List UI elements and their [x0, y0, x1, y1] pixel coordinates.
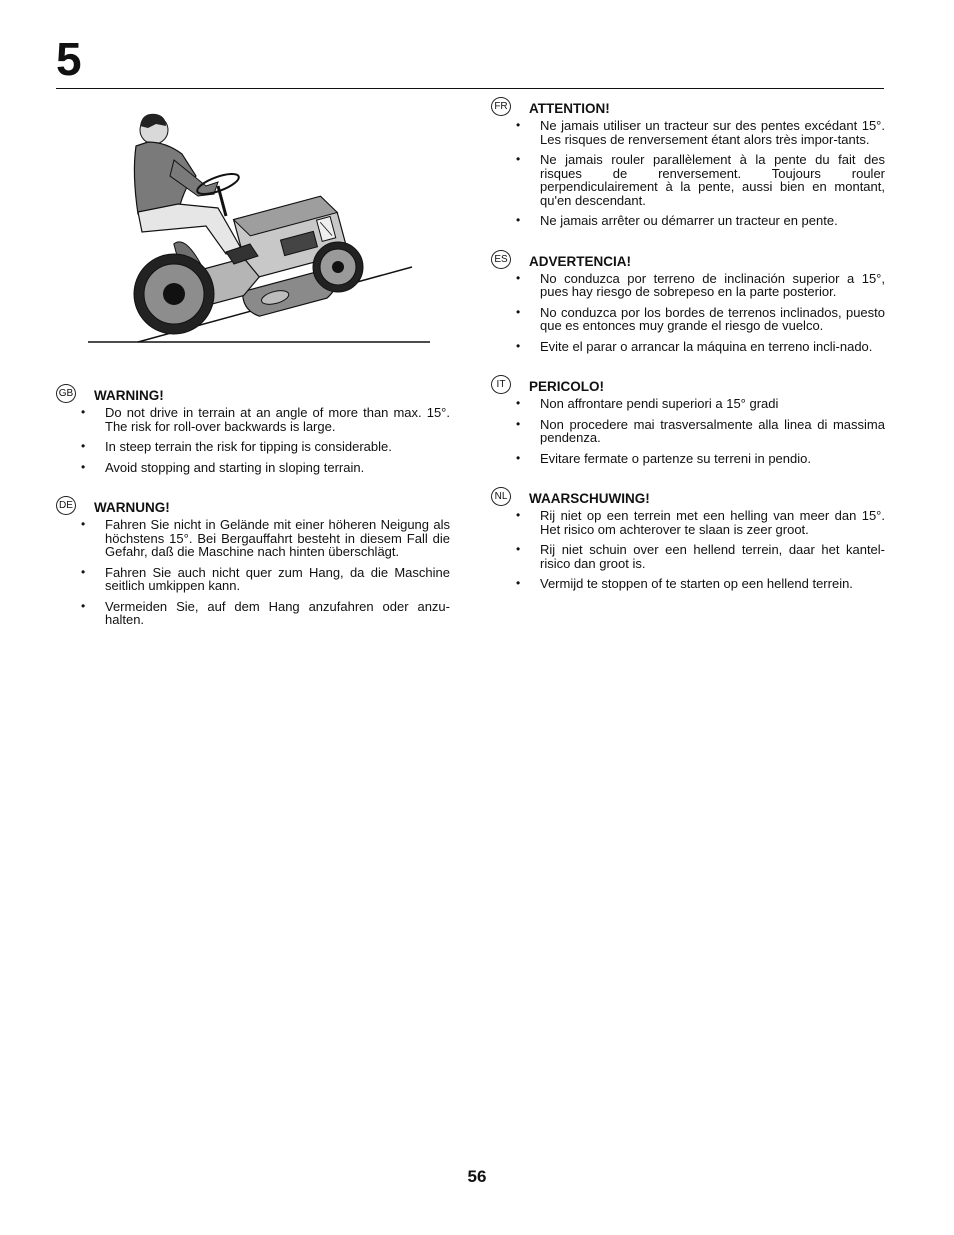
list-item: • Ne jamais rouler parallèlement à la pente du fait des risques de renversement. Toujours rouler perpendiculairement à la pente, aussi bien en montant, qu'en descendant. [540, 153, 885, 207]
bullet-list [491, 272, 885, 354]
list-item: • No conduzca por los bordes de terrenos inclinados, puesto que es entonces muy grande el riesgo de vuelco. [540, 306, 885, 333]
list-item: • Non affrontare pendi superiori a 15° gradi [540, 397, 885, 411]
list-item: • Rij niet op een terrein met een helling van meer dan 15°. Het risico om achterover te slaan is zeer groot. [540, 509, 885, 536]
warning-section-it [491, 375, 885, 465]
list-item: • Vermijd te stoppen of te starten op een hellend terrein. [540, 577, 885, 591]
bullet-list [56, 406, 450, 474]
bullet-list [56, 518, 450, 627]
section-title: PERICOLO! [529, 379, 605, 394]
language-badge: NL [491, 487, 511, 506]
language-badge: IT [491, 375, 511, 394]
tractor-on-slope-illustration [86, 104, 436, 352]
section-title: WARNUNG! [94, 500, 170, 515]
list-item: • Vermeiden Sie, auf dem Hang anzufahren oder anzu-halten. [105, 600, 450, 627]
list-item: • In steep terrain the risk for tipping is considerable. [105, 440, 450, 454]
language-badge: ES [491, 250, 511, 269]
language-badge: FR [491, 97, 511, 116]
list-item: • Ne jamais arrêter ou démarrer un tracteur en pente. [540, 214, 885, 228]
list-item: • Do not drive in terrain at an angle of more than max. 15°. The risk for roll-over backwards is large. [105, 406, 450, 433]
warning-section-es [491, 250, 885, 354]
list-item: • Fahren Sie nicht in Gelände mit einer höheren Neigung als höchstens 15°. Bei Bergauffahrt besteht in diesem Fall die Gefahr, daß die Maschine nach hinten überschlägt. [105, 518, 450, 559]
section-title: WARNING! [94, 388, 164, 403]
section-title: ADVERTENCIA! [529, 253, 632, 269]
left-column [56, 384, 450, 649]
warning-section-de [56, 496, 450, 627]
bullet-list [491, 397, 885, 465]
list-item: • Evite el parar o arrancar la máquina en terreno incli-nado. [540, 340, 885, 354]
list-item: • Avoid stopping and starting in sloping terrain. [105, 461, 450, 475]
list-item: • Non procedere mai trasversalmente alla linea di massima pendenza. [540, 418, 885, 445]
list-item: • Evitare fermate o partenze su terreni in pendio. [540, 452, 885, 466]
section-title: WAARSCHUWING! [529, 491, 650, 506]
right-column [491, 97, 885, 613]
header-rule [56, 88, 884, 89]
language-badge: GB [56, 384, 76, 403]
list-item: • Rij niet schuin over een hellend terrein, daar het kantel-risico dan groot is. [540, 543, 885, 570]
language-badge: DE [56, 496, 76, 515]
bullet-list [491, 119, 885, 228]
list-item: • Ne jamais utiliser un tracteur sur des pentes excédant 15°. Les risques de renversement étant alors très impor-tants. [540, 119, 885, 146]
warning-section-nl [491, 487, 885, 591]
chapter-number: 5 [56, 33, 82, 85]
list-item: • Fahren Sie auch nicht quer zum Hang, da die Maschine seitlich umkippen kann. [105, 566, 450, 593]
section-title: ATTENTION! [529, 101, 610, 116]
warning-section-gb [56, 384, 450, 474]
page-number: 56 [467, 1167, 487, 1186]
bullet-list [491, 509, 885, 591]
warning-section-fr [491, 97, 885, 228]
list-item: • No conduzca por terreno de inclinación superior a 15°, pues hay riesgo de sobrepeso en la parte posterior. [540, 272, 885, 299]
